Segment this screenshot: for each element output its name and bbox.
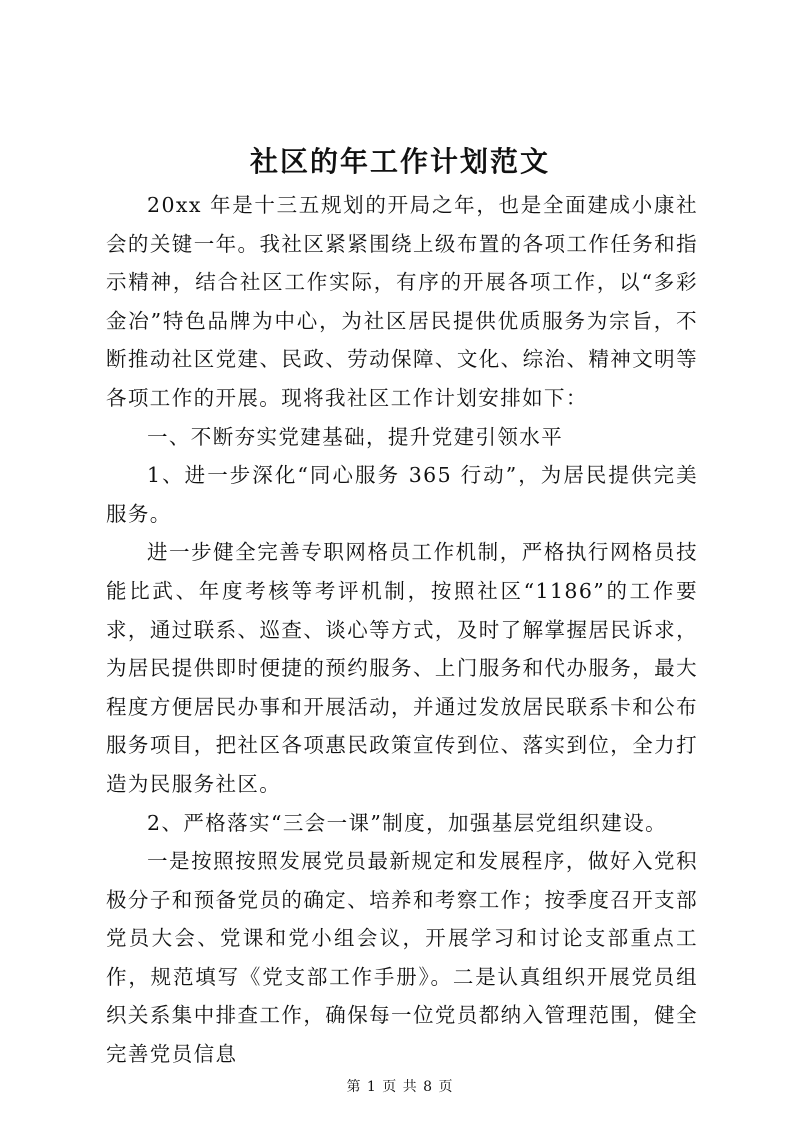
document-body [106,186,698,1074]
section-heading-party-building: 一、不断夯实党建基础，提升党建引领水平 [147,424,564,449]
subheading-three-meetings: 2、严格落实“三会一课”制度，加强基层党组织建设。 [147,810,668,835]
paragraph-grid-mechanism: 进一步健全完善专职网格员工作机制，严格执行网格员技能比武、年度考核等考评机制，按照社区“1186”的工作要求，通过联系、巡查、谈心等方式，及时了解掌握居民诉求，为居民提供即时便捷的预约服务、上门服务和代办服务，最大程度方便居民办事和开展活动，并通过发放居民联系卡和公布服务项目，把社区各项惠民政策宣传到位、落实到位，全力打造为民服务社区。 [106,540,698,796]
subheading-service-action: 1、进一步深化“同心服务 365 行动”，为居民提供完美服务。 [106,463,698,526]
page-number-footer: 第 1 页 共 8 页 [346,1079,454,1095]
paragraph-intro: 20xx 年是十三五规划的开局之年，也是全面建成小康社会的关键一年。我社区紧紧围绕上级布置的各项工作任务和指示精神，结合社区工作实际，有序的开展各项工作，以“多彩金冶”特色品牌为中心，为社区居民提供优质服务为宗旨，不断推动社区党建、民政、劳动保障、文化、综治、精神文明等各项工作的开展。现将我社区工作计划安排如下： [106,193,698,410]
paragraph-party-members: 一是按照按照发展党员最新规定和发展程序，做好入党积极分子和预备党员的确定、培养和考察工作；按季度召开支部党员大会、党课和党小组会议，开展学习和讨论支部重点工作，规范填写《党支部工作手册》。二是认真组织开展党员组织关系集中排查工作，确保每一位党员都纳入管理范围，健全完善党员信息 [106,849,698,1067]
document-title: 社区的年工作计划范文 [249,145,550,178]
